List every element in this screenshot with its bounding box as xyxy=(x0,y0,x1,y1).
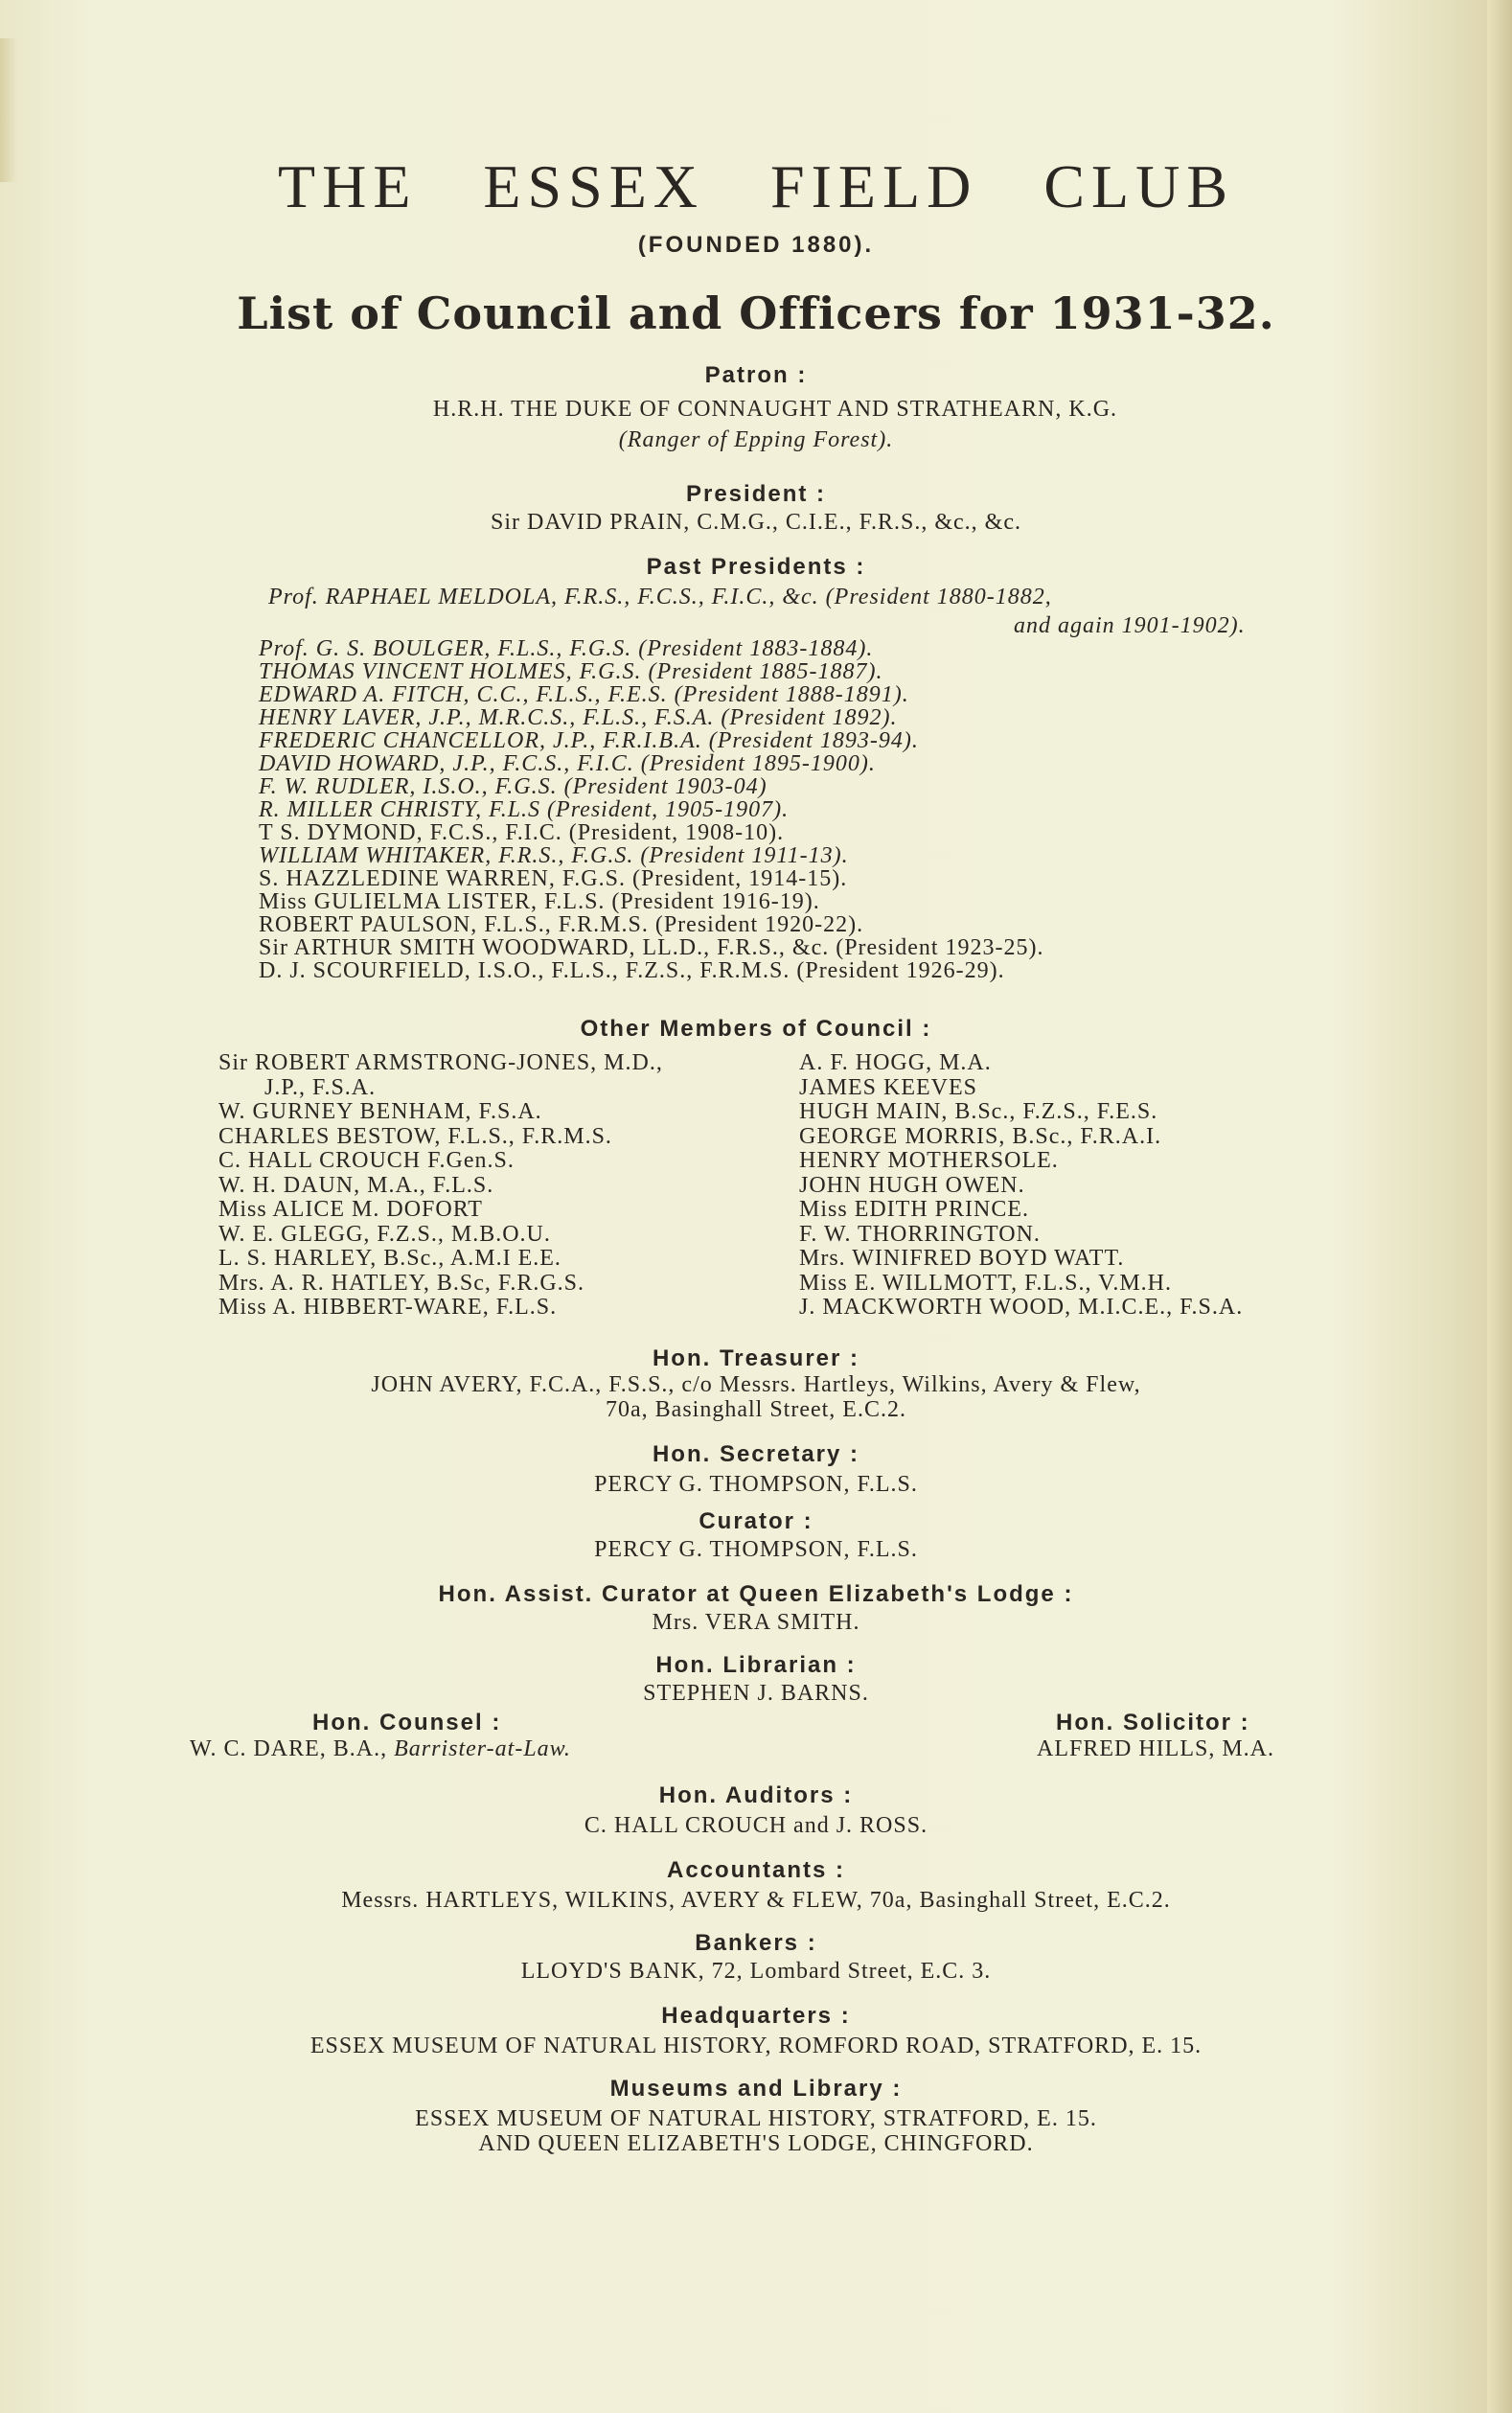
past-president: F. W. RUDLER, I.S.O., F.G.S. (President 1903-04) xyxy=(259,774,767,799)
council-member: Miss ALICE M. DOFORT xyxy=(218,1197,483,1222)
treasurer-heading: Hon. Treasurer : xyxy=(652,1345,860,1371)
bankers-name: LLOYD'S BANK, 72, Lombard Street, E.C. 3. xyxy=(520,1959,992,1984)
council-member: HENRY MOTHERSOLE. xyxy=(799,1148,1059,1173)
council-member: W. GURNEY BENHAM, F.S.A. xyxy=(218,1099,542,1124)
assist-curator-name: Mrs. VERA SMITH. xyxy=(652,1610,860,1635)
patron-note: (Ranger of Epping Forest). xyxy=(618,427,894,452)
counsel-note: Barrister-at-Law. xyxy=(394,1736,571,1761)
council-member: L. S. HARLEY, B.Sc., A.M.I E.E. xyxy=(218,1246,561,1271)
curator-name: PERCY G. THOMPSON, F.L.S. xyxy=(594,1537,918,1562)
council-member: Sir ROBERT ARMSTRONG-JONES, M.D., xyxy=(218,1050,663,1075)
headquarters-name: ESSEX MUSEUM OF NATURAL HISTORY, ROMFORD ROAD, STRATFORD, E. 15. xyxy=(309,2034,1203,2058)
president-heading: President : xyxy=(685,481,827,507)
museums-line2: AND QUEEN ELIZABETH'S LODGE, CHINGFORD. xyxy=(478,2131,1034,2156)
headquarters-heading: Headquarters : xyxy=(661,2003,851,2029)
counsel-line xyxy=(190,1736,571,1762)
accountants-heading: Accountants : xyxy=(666,1857,845,1883)
past-president: D. J. SCOURFIELD, I.S.O., F.L.S., F.Z.S., F.R.M.S. (President 1926-29). xyxy=(259,958,1005,983)
treasurer-line2: 70a, Basinghall Street, E.C.2. xyxy=(606,1397,906,1422)
counsel-name: W. C. DARE, B.A., xyxy=(190,1736,388,1761)
council-member: W. H. DAUN, M.A., F.L.S. xyxy=(218,1172,494,1198)
past-president: ROBERT PAULSON, F.L.S., F.R.M.S. (President 1920-22). xyxy=(259,912,864,937)
past-president: Sir ARTHUR SMITH WOODWARD, LL.D., F.R.S., &c. (President 1923-25). xyxy=(259,935,1044,960)
bankers-heading: Bankers : xyxy=(695,1930,817,1956)
council-member: C. HALL CROUCH F.Gen.S. xyxy=(218,1148,515,1173)
past-president: EDWARD A. FITCH, C.C., F.L.S., F.E.S. (President 1888-1891). xyxy=(259,682,909,707)
council-member: Mrs. WINIFRED BOYD WATT. xyxy=(799,1246,1125,1271)
solicitor-name: ALFRED HILLS, M.A. xyxy=(1037,1736,1275,1761)
past-president: THOMAS VINCENT HOLMES, F.G.S. (President 1885-1887). xyxy=(259,659,883,684)
council-member: Miss EDITH PRINCE. xyxy=(799,1197,1030,1222)
council-member: CHARLES BESTOW, F.L.S., F.R.M.S. xyxy=(218,1123,612,1149)
council-member: HUGH MAIN, B.Sc., F.Z.S., F.E.S. xyxy=(799,1099,1158,1124)
council-member: J. MACKWORTH WOOD, M.I.C.E., F.S.A. xyxy=(799,1295,1244,1320)
secretary-heading: Hon. Secretary : xyxy=(652,1441,860,1467)
council-member: A. F. HOGG, M.A. xyxy=(799,1050,992,1075)
patron-name: H.R.H. THE DUKE OF CONNAUGHT AND STRATHEARN, K.G. xyxy=(432,397,1118,422)
past-president: HENRY LAVER, J.P., M.R.C.S., F.L.S., F.S.A. (President 1892). xyxy=(259,705,898,730)
auditors-heading: Hon. Auditors : xyxy=(658,1782,854,1808)
museums-heading: Museums and Library : xyxy=(609,2076,903,2102)
librarian-name: STEPHEN J. BARNS. xyxy=(643,1681,869,1706)
past-presidents-heading: Past Presidents : xyxy=(646,554,866,580)
secretary-name: PERCY G. THOMPSON, F.L.S. xyxy=(594,1472,918,1497)
council-heading: Other Members of Council : xyxy=(580,1016,932,1042)
past-president: T S. DYMOND, F.C.S., F.I.C. (President, 1908-10). xyxy=(259,820,785,845)
council-member: GEORGE MORRIS, B.Sc., F.R.A.I. xyxy=(799,1123,1162,1149)
solicitor-heading: Hon. Solicitor : xyxy=(1056,1710,1250,1735)
council-member: Miss E. WILLMOTT, F.L.S., V.M.H. xyxy=(799,1270,1172,1296)
past-president: DAVID HOWARD, J.P., F.C.S., F.I.C. (President 1895-1900). xyxy=(259,751,876,776)
council-right-column xyxy=(799,1050,1243,1320)
council-member: Mrs. A. R. HATLEY, B.Sc, F.R.G.S. xyxy=(218,1270,585,1296)
museums-line1: ESSEX MUSEUM OF NATURAL HISTORY, STRATFORD, E. 15. xyxy=(415,2106,1097,2131)
past-president: FREDERIC CHANCELLOR, J.P., F.R.I.B.A. (President 1893-94). xyxy=(259,728,919,753)
council-member: F. W. THORRINGTON. xyxy=(799,1221,1041,1247)
counsel-heading: Hon. Counsel : xyxy=(312,1710,502,1735)
founded-line: (FOUNDED 1880). xyxy=(637,232,875,258)
council-member: JOHN HUGH OWEN. xyxy=(799,1172,1025,1198)
council-left-column xyxy=(218,1050,663,1320)
council-member: W. E. GLEGG, F.Z.S., M.B.O.U. xyxy=(218,1221,551,1247)
patron-heading: Patron : xyxy=(704,362,808,388)
past-president: Miss GULIELMA LISTER, F.L.S. (President 1916-19). xyxy=(259,889,820,914)
past-president-first-cont: and again 1901-1902). xyxy=(1014,613,1246,638)
past-president: WILLIAM WHITAKER, F.R.S., F.G.S. (President 1911-13). xyxy=(259,843,849,868)
council-member: J.P., F.S.A. xyxy=(264,1074,377,1100)
list-subtitle: List of Council and Officers for 1931-32. xyxy=(237,287,1275,339)
past-president: Prof. G. S. BOULGER, F.L.S., F.G.S. (President 1883-1884). xyxy=(259,636,874,661)
president-name: Sir DAVID PRAIN, C.M.G., C.I.E., F.R.S., &c., &c. xyxy=(490,510,1021,535)
accountants-name: Messrs. HARTLEYS, WILKINS, AVERY & FLEW, 70a, Basinghall Street, E.C.2. xyxy=(341,1888,1171,1913)
club-title: THE ESSEX FIELD CLUB xyxy=(278,152,1234,220)
council-member: JAMES KEEVES xyxy=(799,1074,978,1100)
auditors-name: C. HALL CROUCH and J. ROSS. xyxy=(584,1813,928,1838)
assist-curator-heading: Hon. Assist. Curator at Queen Elizabeth's Lodge : xyxy=(438,1581,1074,1607)
past-president: S. HAZZLEDINE WARREN, F.G.S. (President, 1914-15). xyxy=(259,866,848,891)
past-president-first: Prof. RAPHAEL MELDOLA, F.R.S., F.C.S., F.I.C., &c. (President 1880-1882, xyxy=(268,585,1052,609)
council-member: Miss A. HIBBERT-WARE, F.L.S. xyxy=(218,1295,558,1320)
past-president: R. MILLER CHRISTY, F.L.S (President, 1905-1907). xyxy=(259,797,790,822)
treasurer-line1: JOHN AVERY, F.C.A., F.S.S., c/o Messrs. Hartleys, Wilkins, Avery & Flew, xyxy=(371,1372,1141,1397)
curator-heading: Curator : xyxy=(699,1508,813,1534)
librarian-heading: Hon. Librarian : xyxy=(655,1652,857,1678)
